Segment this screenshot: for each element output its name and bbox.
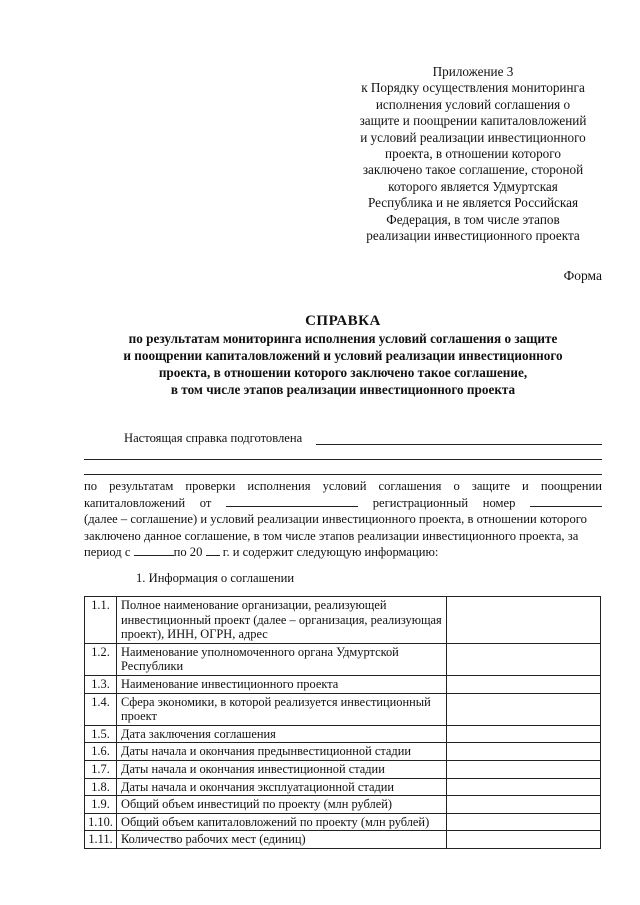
table-row — [85, 693, 601, 725]
row-number: 1.11. — [85, 831, 117, 849]
row-value-cell[interactable] — [447, 796, 601, 814]
prepared-by-field-line-3[interactable] — [84, 474, 602, 475]
table-row — [85, 796, 601, 814]
form-label: Форма — [563, 268, 602, 283]
row-value-cell[interactable] — [447, 778, 601, 796]
appendix-line: и условий реализации инвестиционного — [360, 129, 586, 145]
appendix-line: Приложение 3 — [432, 64, 514, 79]
document-title — [70, 313, 616, 398]
appendix-line: защите и поощрении капиталовложений — [359, 113, 587, 129]
paragraph-line — [84, 511, 602, 528]
paragraph-text: капиталовложений от — [84, 495, 212, 510]
paragraph-text: (далее – соглашение) и условий реализации инвестиционного проекта, в отношении которого — [84, 512, 587, 527]
row-number: 1.9. — [85, 796, 117, 814]
appendix-line: Федерация, в том числе этапов — [386, 211, 560, 227]
row-number: 1.1. — [85, 597, 117, 644]
row-number: 1.8. — [85, 778, 117, 796]
row-value-cell[interactable] — [447, 725, 601, 743]
row-label: Количество рабочих мест (единиц) — [117, 831, 447, 849]
appendix-line: которого является Удмуртская — [388, 178, 558, 194]
table-row — [85, 597, 601, 644]
appendix-line: заключено такое соглашение, стороной — [362, 162, 584, 178]
row-number: 1.5. — [85, 725, 117, 743]
row-label: Полное наименование организации, реализующей инвестиционный проект (далее – организация, реализующая проект), ИНН, ОГРН, адрес — [117, 597, 447, 644]
title-line: и поощрении капиталовложений и условий реализации инвестиционного — [123, 348, 563, 363]
appendix-header — [338, 64, 608, 244]
row-number: 1.3. — [85, 675, 117, 693]
row-value-cell[interactable] — [447, 760, 601, 778]
appendix-line: к Порядку осуществления мониторинга — [361, 80, 585, 96]
paragraph-line — [84, 478, 602, 495]
paragraph-text: период с — [84, 545, 131, 560]
period-year-field[interactable] — [206, 545, 220, 556]
appendix-line: исполнения условий соглашения о — [375, 96, 571, 112]
agreement-date-field[interactable] — [226, 496, 358, 507]
row-value-cell[interactable] — [447, 743, 601, 761]
period-start-field[interactable] — [134, 545, 174, 556]
paragraph-line — [84, 495, 602, 512]
paragraph-text: г. и содержит следующую информацию: — [222, 545, 439, 560]
row-label: Сфера экономики, в которой реализуется инвестиционный проект — [117, 693, 447, 725]
row-value-cell[interactable] — [447, 831, 601, 849]
registration-number-field[interactable] — [530, 496, 602, 507]
paragraph-text: заключено данное соглашение, в том числе этапов реализации инвестиционного проекта, за — [84, 528, 579, 543]
paragraph-line — [84, 544, 602, 561]
appendix-line: Республика и не является Российская — [367, 195, 579, 211]
row-number: 1.4. — [85, 693, 117, 725]
row-label: Общий объем инвестиций по проекту (млн рублей) — [117, 796, 447, 814]
table-row — [85, 725, 601, 743]
paragraph-text: по результатам проверки исполнения условий соглашения о защите и поощрении — [84, 479, 602, 493]
prepared-by-field[interactable] — [316, 444, 602, 445]
paragraph-line — [84, 528, 602, 545]
row-label: Общий объем капиталовложений по проекту (млн рублей) — [117, 813, 447, 831]
title-line: в том числе этапов реализации инвестиционного проекта — [170, 382, 516, 397]
body-paragraph — [84, 478, 602, 561]
row-label: Даты начала и окончания инвестиционной стадии — [117, 760, 447, 778]
title-main: СПРАВКА — [305, 313, 381, 329]
row-label: Даты начала и окончания эксплуатационной стадии — [117, 778, 447, 796]
row-value-cell[interactable] — [447, 675, 601, 693]
table-row — [85, 643, 601, 675]
appendix-line: реализации инвестиционного проекта — [366, 228, 580, 244]
title-line: проекта, в отношении которого заключено такое соглашение, — [158, 365, 528, 380]
row-number: 1.7. — [85, 760, 117, 778]
row-label: Даты начала и окончания предынвестиционной стадии — [117, 743, 447, 761]
row-value-cell[interactable] — [447, 693, 601, 725]
table-row — [85, 760, 601, 778]
row-label: Наименование инвестиционного проекта — [117, 675, 447, 693]
appendix-line: проекта, в отношении которого — [385, 146, 561, 162]
row-number: 1.10. — [85, 813, 117, 831]
row-value-cell[interactable] — [447, 597, 601, 644]
table-row — [85, 831, 601, 849]
prepared-by-field-line-2[interactable] — [84, 459, 602, 460]
table-row — [85, 778, 601, 796]
row-number: 1.6. — [85, 743, 117, 761]
paragraph-text: регистрационный номер — [372, 495, 516, 510]
table-row — [85, 743, 601, 761]
row-value-cell[interactable] — [447, 813, 601, 831]
title-line: по результатам мониторинга исполнения условий соглашения о защите — [128, 331, 558, 346]
row-label: Дата заключения соглашения — [117, 725, 447, 743]
row-label: Наименование уполномоченного органа Удмуртской Республики — [117, 643, 447, 675]
row-value-cell[interactable] — [447, 643, 601, 675]
table-row — [85, 675, 601, 693]
prepared-label: Настоящая справка подготовлена — [124, 431, 303, 445]
table-row — [85, 813, 601, 831]
row-number: 1.2. — [85, 643, 117, 675]
section-heading: 1. Информация о соглашении — [136, 571, 295, 585]
agreement-info-table — [84, 596, 601, 849]
paragraph-text: по 20 — [173, 545, 203, 560]
